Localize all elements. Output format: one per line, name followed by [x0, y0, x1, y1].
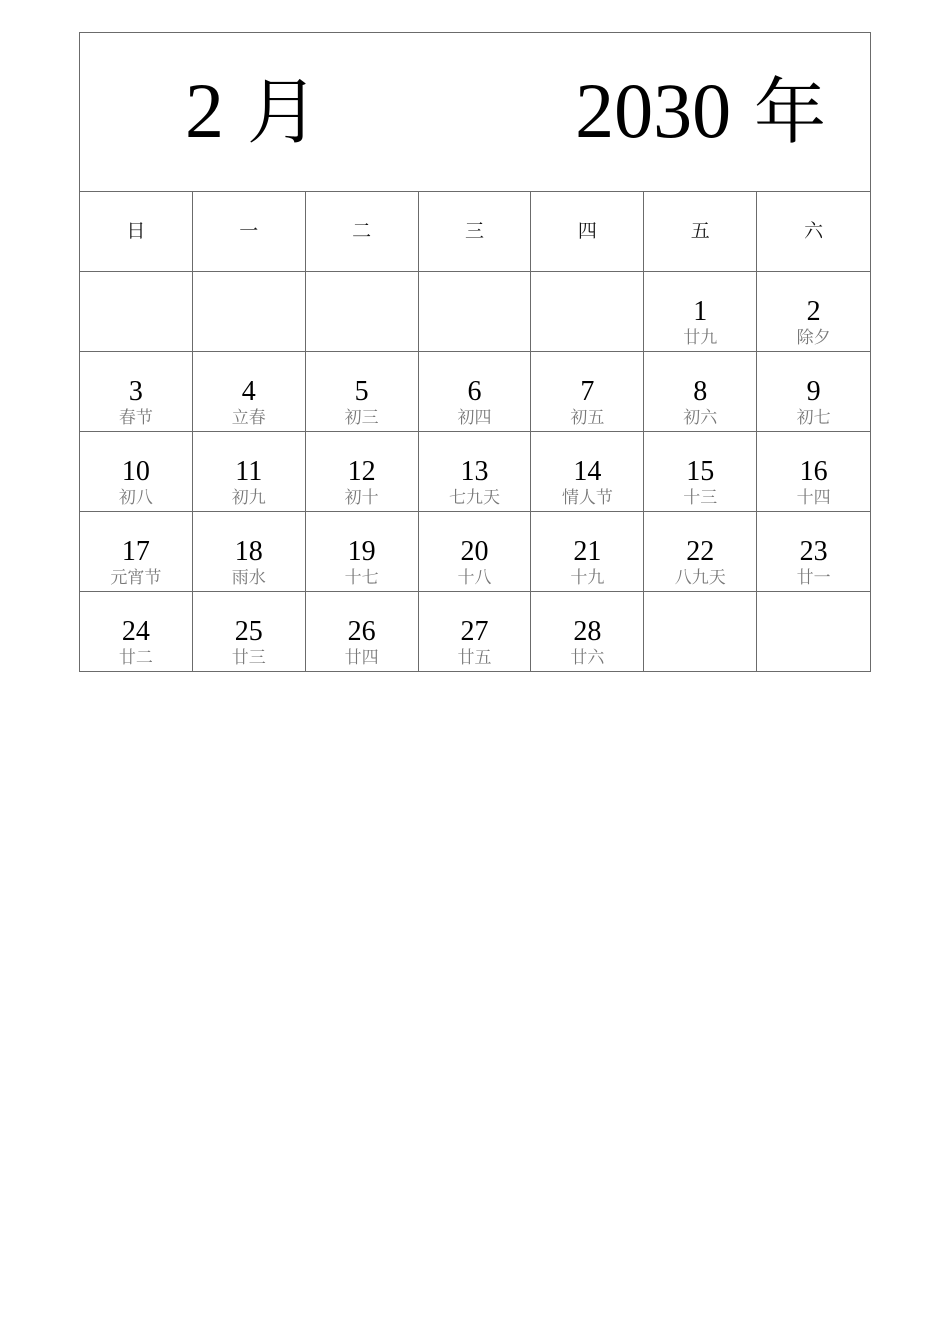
empty-day-cell — [193, 272, 306, 352]
lunar-label: 初五 — [570, 408, 605, 428]
week-row — [80, 512, 871, 592]
lunar-label: 立春 — [231, 408, 266, 428]
day-cell — [531, 352, 644, 432]
weekday-cell — [757, 192, 871, 272]
month-number: 2 — [185, 67, 224, 154]
day-number: 6 — [467, 376, 482, 407]
empty-day-cell — [757, 592, 871, 672]
day-cell — [757, 352, 871, 432]
day-cell — [306, 432, 419, 512]
day-number: 9 — [806, 376, 821, 407]
lunar-label: 初十 — [344, 488, 379, 508]
lunar-label: 春节 — [118, 408, 153, 428]
day-cell — [757, 272, 871, 352]
weekday-label: 二 — [352, 220, 372, 242]
lunar-label: 八九天 — [674, 568, 726, 588]
lunar-label: 廿三 — [231, 648, 266, 668]
day-cell — [419, 352, 532, 432]
lunar-label: 初四 — [457, 408, 492, 428]
empty-day-cell — [531, 272, 644, 352]
lunar-label: 廿五 — [457, 648, 492, 668]
year-title — [575, 67, 826, 154]
day-cell — [644, 512, 757, 592]
empty-day-cell — [644, 592, 757, 672]
weekday-cell — [644, 192, 757, 272]
year-char: 年 — [753, 70, 826, 154]
day-number: 15 — [686, 456, 715, 487]
day-number: 7 — [580, 376, 595, 407]
day-number: 20 — [460, 536, 489, 567]
calendar — [79, 32, 871, 672]
day-cell — [531, 432, 644, 512]
day-number: 4 — [241, 376, 256, 407]
day-cell — [80, 432, 193, 512]
weekday-cell — [193, 192, 306, 272]
lunar-label: 十四 — [796, 488, 831, 508]
weekday-label: 三 — [465, 220, 485, 242]
lunar-label: 廿二 — [118, 648, 153, 668]
day-number: 13 — [460, 456, 489, 487]
day-number: 17 — [121, 536, 150, 567]
lunar-label: 十七 — [344, 568, 379, 588]
year-number: 2030 — [575, 67, 732, 154]
weekday-cell — [531, 192, 644, 272]
weekday-label: 日 — [126, 220, 146, 242]
lunar-label: 初六 — [683, 408, 718, 428]
empty-day-cell — [306, 272, 419, 352]
weekday-cell — [80, 192, 193, 272]
day-cell — [193, 512, 306, 592]
weekday-cell — [306, 192, 419, 272]
day-number: 23 — [799, 536, 828, 567]
day-cell — [531, 592, 644, 672]
day-number: 24 — [121, 616, 150, 647]
lunar-label: 初八 — [118, 488, 153, 508]
day-number: 3 — [128, 376, 143, 407]
lunar-label: 情人节 — [561, 488, 613, 508]
day-number: 26 — [347, 616, 376, 647]
week-row — [80, 592, 871, 672]
day-cell — [80, 592, 193, 672]
day-number: 8 — [693, 376, 708, 407]
lunar-label: 廿九 — [683, 328, 718, 348]
weekday-label: 四 — [577, 220, 597, 242]
empty-day-cell — [419, 272, 532, 352]
lunar-label: 初三 — [344, 408, 379, 428]
weekday-label: 六 — [804, 220, 824, 242]
lunar-label: 初九 — [231, 488, 266, 508]
lunar-label: 十八 — [457, 568, 492, 588]
day-number: 2 — [806, 296, 821, 327]
day-cell — [757, 432, 871, 512]
day-cell — [306, 352, 419, 432]
day-number: 10 — [121, 456, 150, 487]
lunar-label: 除夕 — [796, 328, 831, 348]
week-row — [80, 272, 871, 352]
lunar-label: 廿四 — [344, 648, 379, 668]
day-cell — [193, 352, 306, 432]
weekday-header-row — [80, 192, 871, 272]
week-row — [80, 432, 871, 512]
day-number: 19 — [347, 536, 376, 567]
day-number: 25 — [234, 616, 263, 647]
day-number: 21 — [573, 536, 602, 567]
day-number: 12 — [347, 456, 376, 487]
day-cell — [644, 272, 757, 352]
day-cell — [306, 512, 419, 592]
lunar-label: 元宵节 — [110, 568, 162, 588]
week-row — [80, 352, 871, 432]
day-cell — [531, 512, 644, 592]
day-cell — [757, 512, 871, 592]
day-number: 5 — [354, 376, 369, 407]
lunar-label: 七九天 — [449, 488, 500, 508]
day-cell — [306, 592, 419, 672]
day-number: 11 — [235, 456, 263, 487]
day-number: 28 — [573, 616, 602, 647]
day-cell — [644, 432, 757, 512]
calendar-grid — [80, 272, 871, 672]
day-cell — [193, 592, 306, 672]
day-cell — [193, 432, 306, 512]
empty-day-cell — [80, 272, 193, 352]
lunar-label: 初七 — [796, 408, 831, 428]
day-cell — [419, 512, 532, 592]
day-cell — [80, 352, 193, 432]
day-number: 27 — [460, 616, 489, 647]
lunar-label: 廿六 — [570, 648, 605, 668]
day-number: 22 — [686, 536, 715, 567]
weekday-label: 一 — [239, 220, 259, 242]
day-number: 14 — [573, 456, 602, 487]
month-char: 月 — [246, 70, 319, 154]
day-number: 1 — [693, 296, 708, 327]
lunar-label: 十三 — [683, 488, 718, 508]
day-cell — [419, 432, 532, 512]
day-cell — [80, 512, 193, 592]
lunar-label: 雨水 — [231, 568, 266, 588]
day-cell — [644, 352, 757, 432]
day-number: 16 — [799, 456, 828, 487]
lunar-label: 十九 — [570, 568, 605, 588]
day-number: 18 — [234, 536, 263, 567]
month-title — [185, 67, 319, 154]
weekday-cell — [419, 192, 532, 272]
lunar-label: 廿一 — [796, 568, 831, 588]
day-cell — [419, 592, 532, 672]
weekday-label: 五 — [690, 220, 710, 242]
calendar-header — [80, 33, 871, 192]
